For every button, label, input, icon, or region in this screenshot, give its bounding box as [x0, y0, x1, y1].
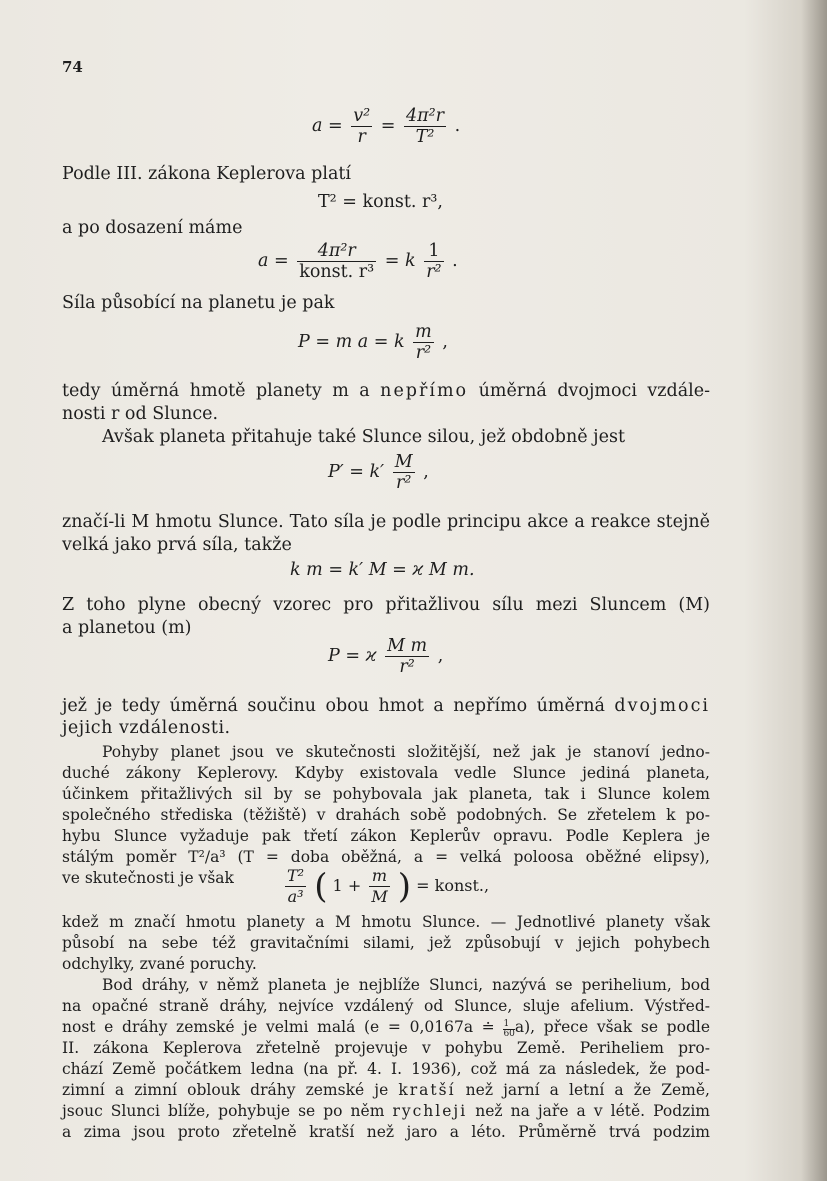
text-line: nosti r od Slunce. — [62, 404, 219, 424]
small-text-line: Bod dráhy, v němž planeta je nejblíže Slunci, nazývá se perihelium, bod — [102, 976, 710, 994]
equation-kepler-third: T² = konst. r³, — [318, 192, 443, 212]
equation-sun-force: P′ = k′ $\frac{M}{\text{r²}}$ , — [328, 452, 429, 493]
small-text-line: nost e dráhy zemské je velmi malá (e = 0,0167a ≐ $\frac{1}{60}$ a), přece však se podle — [62, 1018, 710, 1039]
small-text-line: Pohyby planet jsou ve skutečnosti složitější, než jak je stanoví jedno- — [102, 743, 710, 761]
small-text-line: společného střediska (těžiště) v drahách sobě podobných. Se zřetelem k po- — [62, 806, 710, 824]
small-text-line: odchylky, zvané poruchy. — [62, 955, 257, 973]
small-text-line: duché zákony Keplerovy. Kdyby existovala vedle Slunce jediná planeta, — [62, 764, 710, 782]
small-text-line: chází Země počátkem ledna (na př. 4. I. 1936), což má za následek, že pod- — [62, 1060, 710, 1078]
small-text-line: účinkem přitažlivých sil by se pohybovala jak planeta, tak i Slunce kolem — [62, 785, 710, 803]
text-line: Podle III. zákona Keplerova platí — [62, 164, 352, 184]
text-line: jejich vzdálenosti. — [62, 718, 231, 738]
small-text-line: hybu Slunce vyžaduje pak třetí zákon Keplerův opravu. Podle Keplera je — [62, 827, 710, 845]
text-line: a planetou (m) — [62, 618, 192, 638]
small-text-line: zimní a zimní oblouk dráhy zemské je kratší než jarní a letní a že Země, — [62, 1081, 710, 1099]
text-line: jež je tedy úměrná součinu obou hmot a nepřímo úměrná dvojmoci — [62, 696, 710, 716]
text-line: Avšak planeta přitahuje také Slunce silou, jež obdobně jest — [102, 427, 625, 447]
small-text-line: ve skutečnosti je však — [62, 869, 234, 887]
small-text-line: jsouc Slunci blíže, pohybuje se po něm rychleji než na jaře a v létě. Podzim — [62, 1102, 710, 1120]
page-gutter-shadow — [801, 0, 827, 1181]
small-text-line: kdež m značí hmotu planety a M hmotu Slunce. — Jednotlivé planety však — [62, 913, 710, 931]
equation-substituted: a = $\frac{\text{4π²r}}{\text{konst. r³}}$ = k $\frac{1}{\text{r²}}$ . — [258, 241, 458, 282]
text-line: tedy úměrná hmotě planety m a nepřímo úměrná dvojmoci vzdále- — [62, 381, 710, 401]
small-text-line: a zima jsou proto zřetelně kratší než jaro a léto. Průměrně trvá podzim — [62, 1123, 710, 1141]
text-line: Síla působící na planetu je pak — [62, 293, 335, 313]
equation-acceleration: a = $\frac{\text{v²}}{r}$ = $\frac{\text{4π²r}}{\text{T²}}$ . — [312, 106, 461, 147]
equation-force: P = m a = k $\frac{m}{\text{r²}}$ , — [298, 322, 448, 363]
small-text-line: na opačné straně dráhy, nejvíce vzdálený od Slunce, sluje afelium. Výstřed- — [62, 997, 710, 1015]
equation-gravitation-law: P = ϰ $\frac{\text{M m}}{\text{r²}}$ , — [328, 636, 444, 677]
page-number: 74 — [62, 58, 83, 76]
text-line: velká jako prvá síla, takže — [62, 535, 292, 555]
equation-kepler-corrected: $\frac{\text{T²}}{\text{a³}}$ ( 1 + $\frac{m}{M}$ ) = konst., — [287, 866, 490, 907]
small-text-line: působí na sebe též gravitačními silami, jež způsobují v jejich pohybech — [62, 934, 710, 952]
small-text-line: II. zákona Keplerova zřetelně projevuje v pohybu Země. Periheliem pro- — [62, 1039, 710, 1057]
small-text-line: stálým poměr T²/a³ (T = doba oběžná, a = velká poloosa oběžné elipsy), — [62, 848, 710, 866]
text-line: značí-li M hmotu Slunce. Tato síla je podle principu akce a reakce stejně — [62, 512, 710, 532]
text-line: a po dosazení máme — [62, 218, 243, 238]
text-line: Z toho plyne obecný vzorec pro přitažlivou sílu mezi Sluncem (M) — [62, 595, 710, 615]
equation-equality: k m = k′ M = ϰ M m. — [290, 560, 475, 580]
